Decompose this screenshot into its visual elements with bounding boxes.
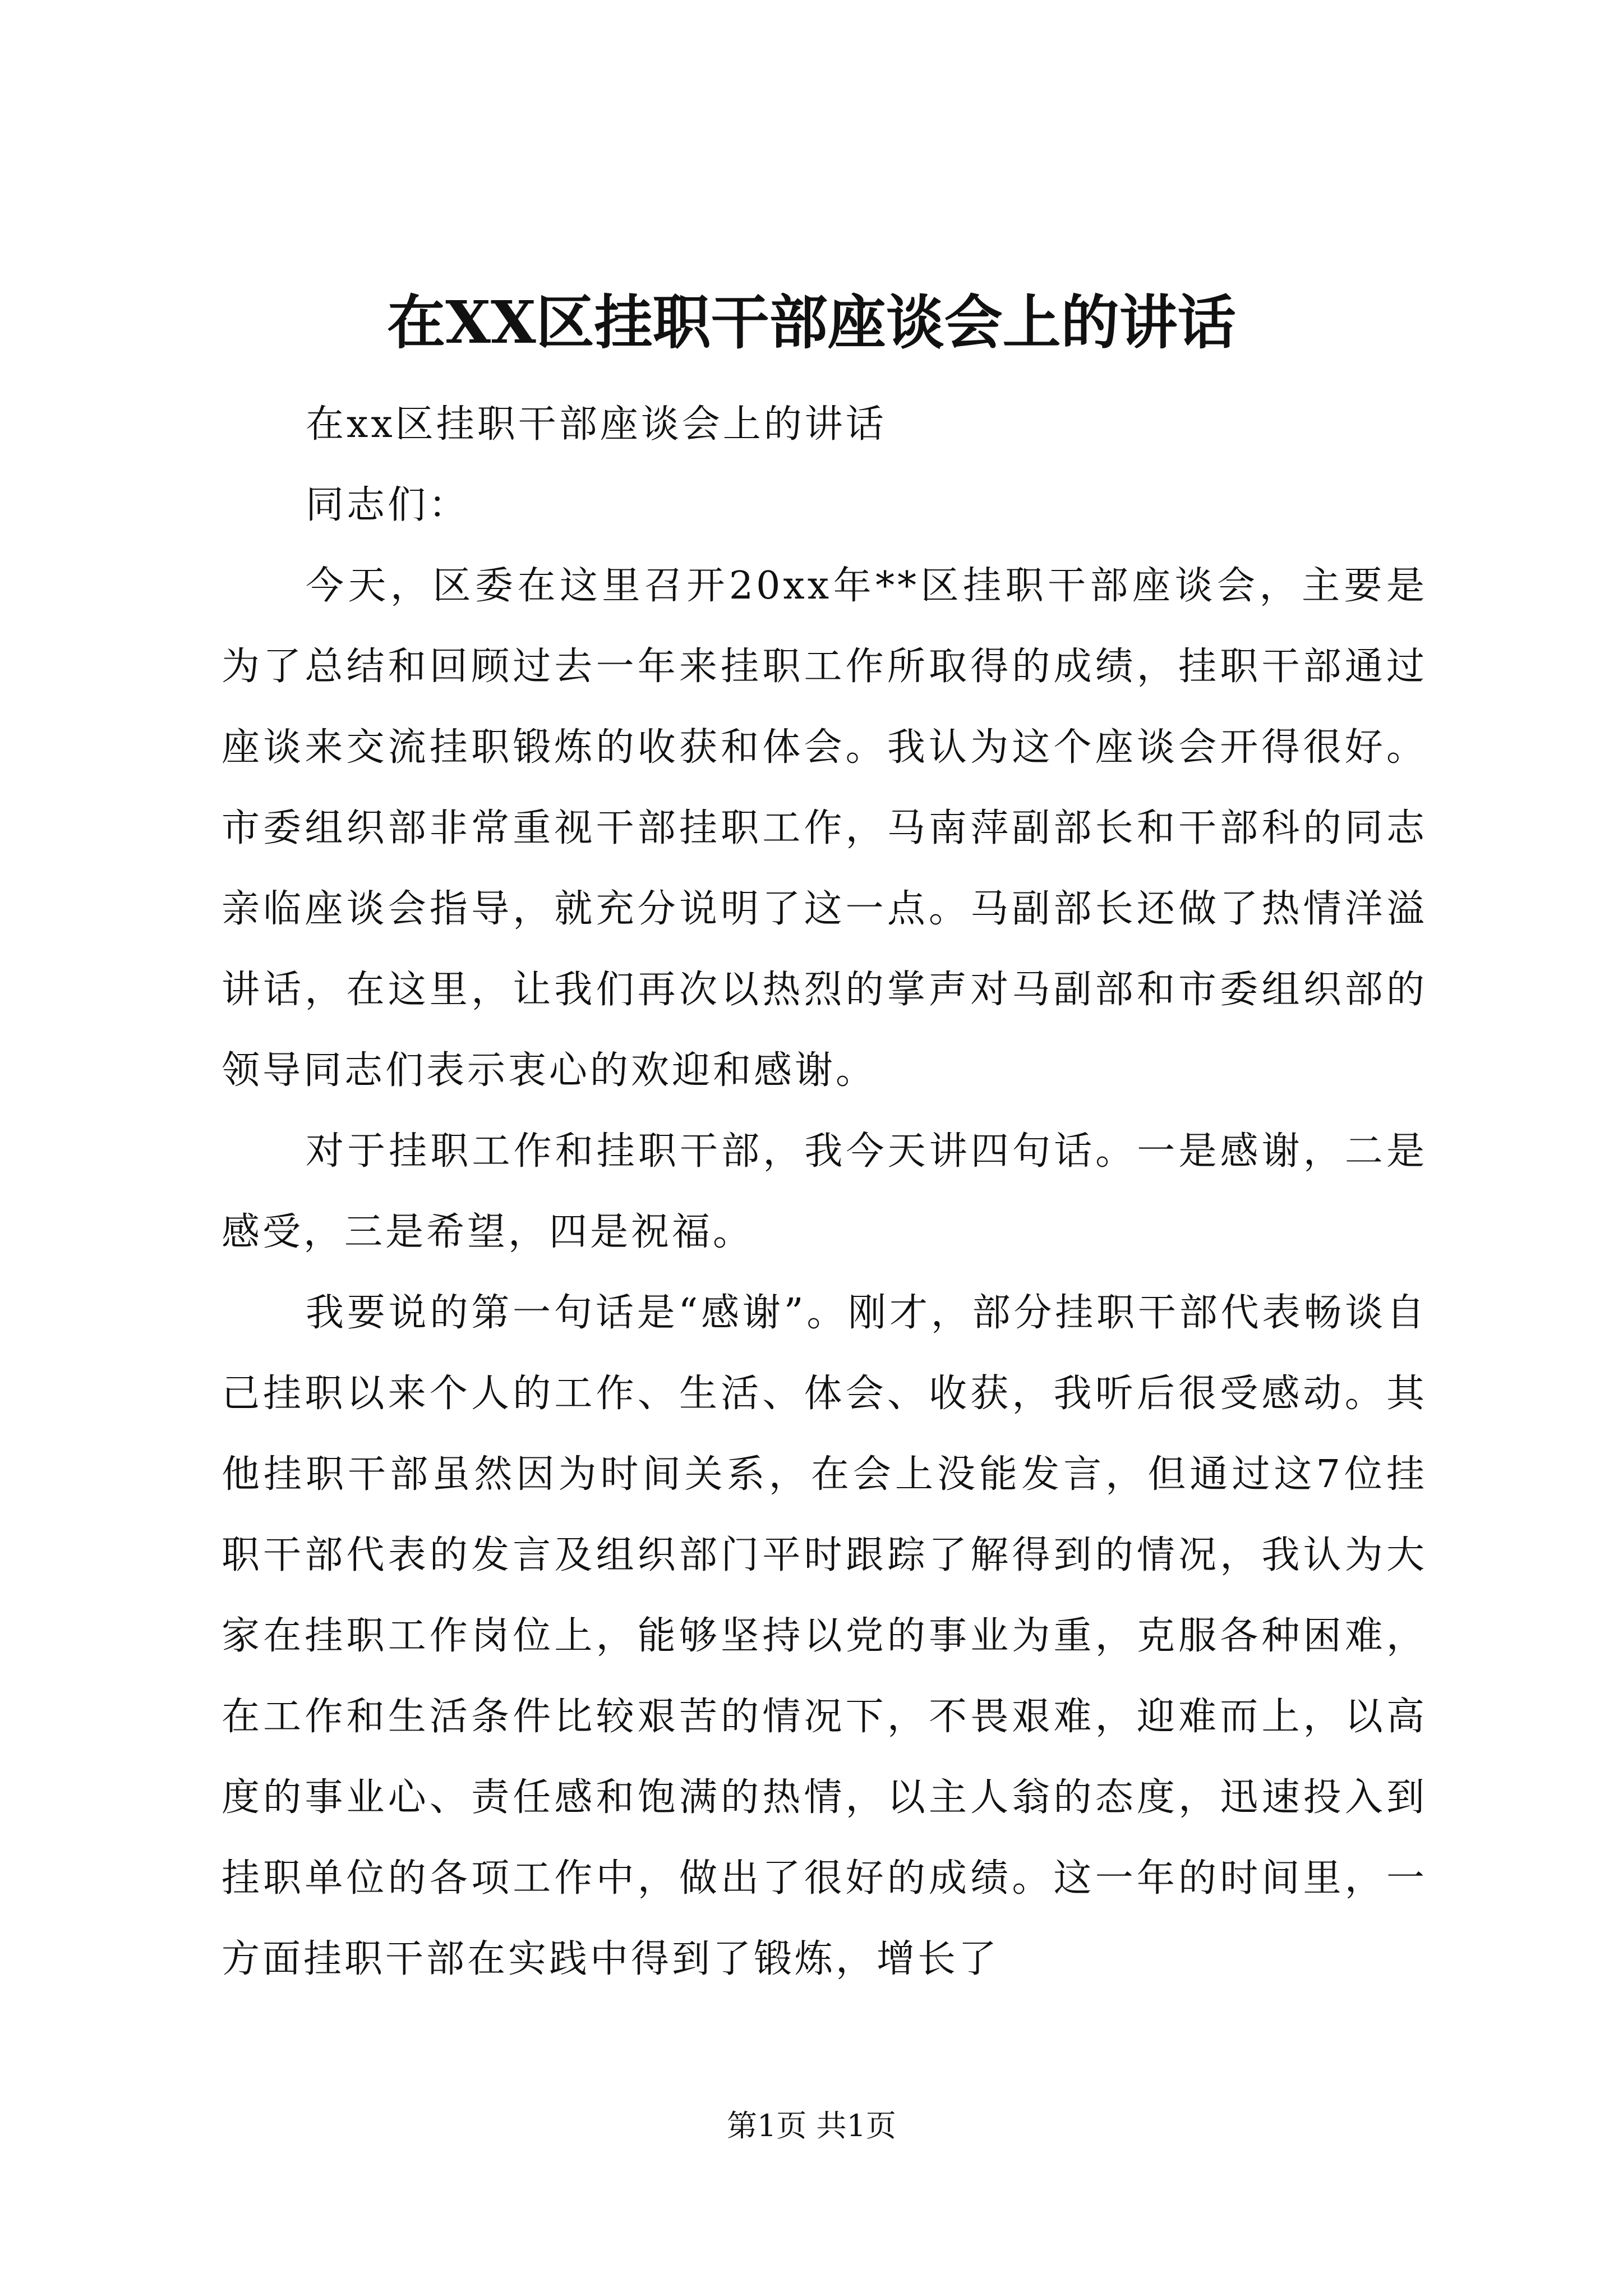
body-paragraph: 对于挂职工作和挂职干部，我今天讲四句话。一是感谢，二是感受，三是希望，四是祝福。	[222, 1129, 1427, 1254]
body-paragraph: 今天，区委在这里召开20xx年**区挂职干部座谈会，主要是为了总结和回顾过去一年来挂职工作所取得的成绩，挂职干部通过座谈来交流挂职锻炼的收获和体会。我认为这个座谈会开得很好。市委组织部非常重视干部挂职工作，马南萍副部长和干部科的同志亲临座谈会指导，就充分说明了这一点。马副部长还做了热情洋溢讲话，在这里，让我们再次以热烈的掌声对马副部和市委组织部的领导同志们表示衷心的欢迎和感谢。	[222, 564, 1427, 1093]
document-body	[222, 384, 1427, 2000]
page-number-footer: 第1页 共1页	[727, 2108, 896, 2143]
salutation-paragraph: 同志们：	[306, 483, 470, 527]
body-paragraph: 我要说的第一句话是“感谢”。刚才，部分挂职干部代表畅谈自己挂职以来个人的工作、生活、体会、收获，我听后很受感动。其他挂职干部虽然因为时间关系，在会上没能发言，但通过这7位挂职干部代表的发言及组织部门平时跟踪了解得到的情况，我认为大家在挂职工作岗位上，能够坚持以党的事业为重，克服各种困难，在工作和生活条件比较艰苦的情况下，不畏艰难，迎难而上，以高度的事业心、责任感和饱满的热情，以主人翁的态度，迅速投入到挂职单位的各项工作中，做出了很好的成绩。这一年的时间里，一方面挂职干部在实践中得到了锻炼，增长了	[222, 1291, 1427, 1981]
document-title: 在XX区挂职干部座谈会上的讲话	[387, 288, 1236, 357]
subtitle-paragraph: 在xx区挂职干部座谈会上的讲话	[306, 402, 887, 447]
